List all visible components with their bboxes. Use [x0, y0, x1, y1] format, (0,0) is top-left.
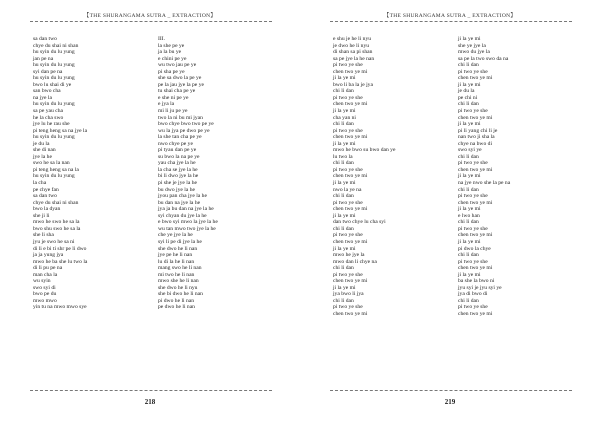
text-line: pi li yang chi li je — [458, 127, 498, 134]
header-rule — [30, 21, 272, 22]
text-line: pi dwo he li nan — [158, 297, 195, 304]
text-line: chi li dan — [458, 219, 479, 226]
text-line: she li sha — [33, 232, 54, 239]
text-line: syi chyan du jye la he — [158, 212, 207, 219]
text-line: e she ni pe ye — [158, 94, 189, 101]
text-line: ji la ye mi — [458, 271, 481, 278]
text-line: chen two ye mi — [458, 265, 493, 272]
text-line: chen two ye mi — [333, 173, 368, 180]
text-line: chen two ye mi — [458, 310, 493, 317]
text-line: bwo shu swo he sa la — [33, 225, 81, 232]
text-line: chye du shai ni shan — [33, 42, 79, 49]
text-line: wu tan mwo two jye la he — [158, 225, 216, 232]
text-line: pi tyau dan pe ye — [158, 147, 197, 154]
text-line: syi dan pe na — [33, 68, 63, 75]
text-line: jyu syi je jyu syi ye — [458, 284, 502, 291]
text-line: jye pe he li nan — [158, 252, 193, 259]
text-line: chen two ye mi — [333, 101, 368, 108]
text-line: chen two ye mi — [458, 199, 493, 206]
text-line: ji la ye mi — [458, 173, 481, 180]
text-line: chi li dan — [333, 193, 354, 200]
text-line: jya ja bu dan na jye la he — [158, 206, 214, 213]
text-line: jan pe na — [33, 55, 54, 62]
text-line: mi two he li nan — [158, 271, 195, 278]
text-line: pi sha pe ye — [158, 68, 185, 75]
text-line: hu syin du lu yung — [33, 75, 75, 82]
text-line: mwo du jye la — [458, 49, 490, 56]
text-line: e shu je he li nyu — [333, 36, 372, 42]
text-line: chen two ye mi — [458, 75, 493, 82]
text-line: man cha la — [33, 271, 58, 278]
text-line: hu syin du lu yung — [33, 101, 75, 108]
text-line: e chini pe ye — [158, 55, 187, 62]
text-line: pi two ye she — [333, 232, 363, 239]
text-line: sa pe yau cha — [33, 108, 63, 115]
text-line: chi li dan — [333, 225, 354, 232]
text-line: wu la jya pe dwo pe ye — [158, 127, 210, 134]
text-line: ji la ye mi — [458, 36, 481, 42]
text-line: pi dwo la chye — [458, 245, 491, 252]
text-line: ji la ye mi — [333, 212, 356, 219]
text-line: chi li dan — [458, 252, 479, 259]
text-line: pi two ye she — [458, 193, 488, 200]
text-line: san bwo cha — [33, 88, 61, 95]
text-line: chye na bwo di — [458, 140, 493, 147]
text-line: jye lu he rau she — [33, 121, 70, 128]
text-line: nwo chye pe ye — [158, 140, 193, 147]
text-line: chen two ye mi — [458, 114, 493, 121]
text-line: sa dan two — [33, 193, 57, 200]
right-page — [300, 0, 600, 424]
text-line: she ye jye la — [458, 42, 486, 49]
text-line: di li e bi ti shr pe li dwo — [33, 245, 87, 252]
text-column-2 — [458, 36, 510, 318]
page-header: 【THE SHURANGAMA SUTRA _ EXTRACTION】 — [83, 13, 217, 19]
text-line: pi two ye she — [458, 258, 488, 265]
header-rule — [330, 21, 572, 22]
text-line: pi two ye she — [458, 68, 488, 75]
text-line: pe chye fan — [33, 186, 59, 193]
text-line: she dwo he li nan — [158, 245, 198, 252]
text-line: hu syin du lu yung — [33, 173, 75, 180]
text-line: mwo he jye la — [333, 252, 365, 259]
page-number: 219 — [444, 398, 456, 406]
text-line: pi two ye she — [333, 94, 363, 101]
text-line: chen two ye mi — [458, 166, 493, 173]
text-line: bu dan na jye la he — [158, 199, 201, 206]
text-line: mwo he ba she lu two la — [33, 258, 88, 265]
text-line: ji la ye mi — [333, 108, 356, 115]
text-line: pe dwo he li nan — [158, 304, 195, 311]
text-line: je dwo he li nyu — [333, 42, 370, 49]
text-line: pi two ye she — [333, 199, 363, 206]
text-line: chi li dan — [458, 62, 479, 69]
text-line: chi li dan — [333, 88, 354, 95]
text-line: e bwo syi mwo la jye la he — [158, 219, 218, 226]
text-line: ji la ye mi — [333, 75, 356, 82]
text-line: bwo lu shai di ye — [33, 81, 72, 88]
text-line: e jya la — [158, 101, 175, 108]
text-line: su bwo la na pe ye — [158, 153, 200, 160]
text-line: ji la ye mi — [333, 245, 356, 252]
text-line: hu syin du lu yung — [33, 49, 75, 56]
text-line: chen two ye mi — [333, 238, 368, 245]
text-line: ji la ye mi — [333, 140, 356, 147]
text-line: chi li dan — [458, 186, 479, 193]
text-line: mwo he bwo su bwo dan ye — [333, 147, 396, 154]
text-line: sa dan two — [33, 36, 57, 42]
text-line: bu dwo jye la he — [158, 186, 195, 193]
text-line: chen two ye mi — [333, 134, 368, 141]
text-line: III. — [158, 36, 165, 42]
text-line: she ji li — [33, 212, 50, 219]
text-line: che ye jye la he — [158, 232, 193, 239]
text-line: chye du shai ni shan — [33, 199, 79, 206]
text-line: pi two ye she — [458, 304, 488, 311]
text-line: cha yan ni — [333, 114, 356, 121]
text-line: jya bwo li jya — [333, 291, 364, 298]
text-line: chen two ye mi — [333, 310, 368, 317]
text-line: yau cha jye la he — [158, 160, 196, 167]
text-line: je du la — [33, 140, 50, 147]
text-line: jyou pan cha jye la he — [158, 193, 207, 200]
text-line: swo he sa la nan — [33, 160, 70, 167]
text-line: mwo dan li chye na — [333, 258, 377, 265]
text-line: la cha se jye la he — [158, 166, 198, 173]
text-line: mwo she he li nan — [158, 278, 199, 285]
text-line: nan two ji sha la — [458, 134, 495, 141]
text-line: la cha — [33, 180, 47, 187]
text-line: ji la ye mi — [333, 284, 356, 291]
text-line: chi li dan — [333, 160, 354, 167]
text-line: ji la ye mi — [333, 180, 356, 187]
text-line: syi li pe di jye la he — [158, 238, 202, 245]
text-line: ji la ye mi — [458, 81, 481, 88]
footer-rule — [30, 390, 272, 391]
text-line: na jye nwo she la pe na — [458, 180, 511, 187]
text-line: pi two ye she — [458, 225, 488, 232]
text-line: hu syin du lu yung — [33, 134, 75, 141]
text-column-2 — [158, 36, 218, 311]
text-line: sa pe jye la he nan — [333, 55, 375, 62]
text-line: bi li dwo jye la he — [158, 173, 199, 180]
text-line: he la cha swo — [33, 114, 64, 121]
text-line: pi two ye she — [333, 304, 363, 311]
text-line: ba she la bwo ni — [458, 278, 495, 285]
text-line: she sa dwo la pe ye — [158, 75, 202, 82]
text-line: chi li dan — [458, 297, 479, 304]
text-line: di li pu pe na — [33, 265, 63, 272]
text-line: chen two ye mi — [333, 278, 368, 285]
text-line: chen two ye mi — [458, 232, 493, 239]
footer-rule — [330, 390, 572, 391]
text-line: pi two ye she — [333, 127, 363, 134]
text-line: na jye la — [33, 94, 52, 101]
text-line: swo syi di — [33, 284, 56, 291]
text-line: she di nan — [33, 147, 56, 154]
text-line: hu syin du lu yung — [33, 62, 75, 69]
text-line: pi teng heng sa na la — [33, 166, 79, 173]
text-line: bwo chye bwo two pe ye — [158, 121, 214, 128]
text-line: bwo li ba la je jya — [333, 81, 373, 88]
text-line: chi li dan — [458, 153, 479, 160]
text-line: bwo la dyan — [33, 206, 61, 213]
text-line: chen two ye mi — [333, 206, 368, 213]
text-line: tu shai cha pe ye — [158, 88, 196, 95]
text-column-1 — [333, 36, 395, 318]
text-line: ji la ye mi — [458, 206, 481, 213]
text-line: mwo mwo — [33, 297, 57, 304]
text-line: pi two ye she — [333, 166, 363, 173]
text-line: chi li dan — [333, 297, 354, 304]
text-line: pi two ye she — [333, 62, 363, 69]
text-line: la she tan cha pe ye — [158, 134, 202, 141]
page-number: 218 — [144, 398, 156, 406]
text-line: chen two ye mi — [333, 68, 368, 75]
text-line: jye la he — [33, 153, 52, 160]
text-line: mi li ju pe ye — [158, 108, 188, 115]
text-line: pi teng heng sa na jye la — [33, 127, 88, 134]
text-line: jyu je swo he sa ni — [33, 238, 75, 245]
text-line: lu two la — [333, 153, 353, 160]
text-line: jya di bwo di — [458, 291, 488, 298]
text-line: yin tu na mwo mwo sye — [33, 304, 87, 311]
text-line: chi li dan — [333, 121, 354, 128]
text-line: nwo la ye na — [333, 186, 362, 193]
text-line: je du la — [458, 88, 475, 95]
text-line: lu di la he li nan — [158, 258, 195, 265]
text-line: dan two chye lu cha syi — [333, 219, 386, 226]
text-line: pe chi ni — [458, 94, 478, 101]
text-line: pi two ye she — [458, 108, 488, 115]
text-line: ja ja yung jya — [33, 252, 64, 259]
text-line: la she pe ye — [158, 42, 185, 49]
text-line: mang swo he li nan — [158, 265, 202, 272]
text-line: e lwo han — [458, 212, 480, 219]
text-line: pi she je jye la he — [158, 180, 197, 187]
text-line: bwo pe du — [33, 291, 57, 298]
text-line: chi li dan — [458, 101, 479, 108]
page-header: 【THE SHURANGAMA SUTRA _ EXTRACTION】 — [383, 13, 517, 19]
text-line: sa pe la two swo da na — [458, 55, 509, 62]
text-line: ji la ye mi — [458, 121, 481, 128]
text-line: pe la jau jye la pe ye — [158, 81, 204, 88]
text-line: swo syi ye — [458, 147, 482, 154]
text-line: chi li dan — [333, 265, 354, 272]
text-line: pi two ye she — [333, 271, 363, 278]
text-line: di shan sa pi shan — [333, 49, 373, 56]
text-line: two la ni bu mi jyan — [158, 114, 203, 121]
text-line: wu syin — [33, 278, 51, 285]
text-line: she dwo he li nyu — [158, 284, 198, 291]
text-line: wu two jau pe ye — [158, 62, 197, 69]
text-line: ji la ye mi — [458, 238, 481, 245]
text-line: pi two ye she — [458, 160, 488, 167]
text-line: she bi dwo he li nan — [158, 291, 203, 298]
text-line: mwo he swo he sa la — [33, 219, 80, 226]
text-line: ja la bu ye — [158, 49, 182, 56]
text-column-1 — [33, 36, 87, 311]
